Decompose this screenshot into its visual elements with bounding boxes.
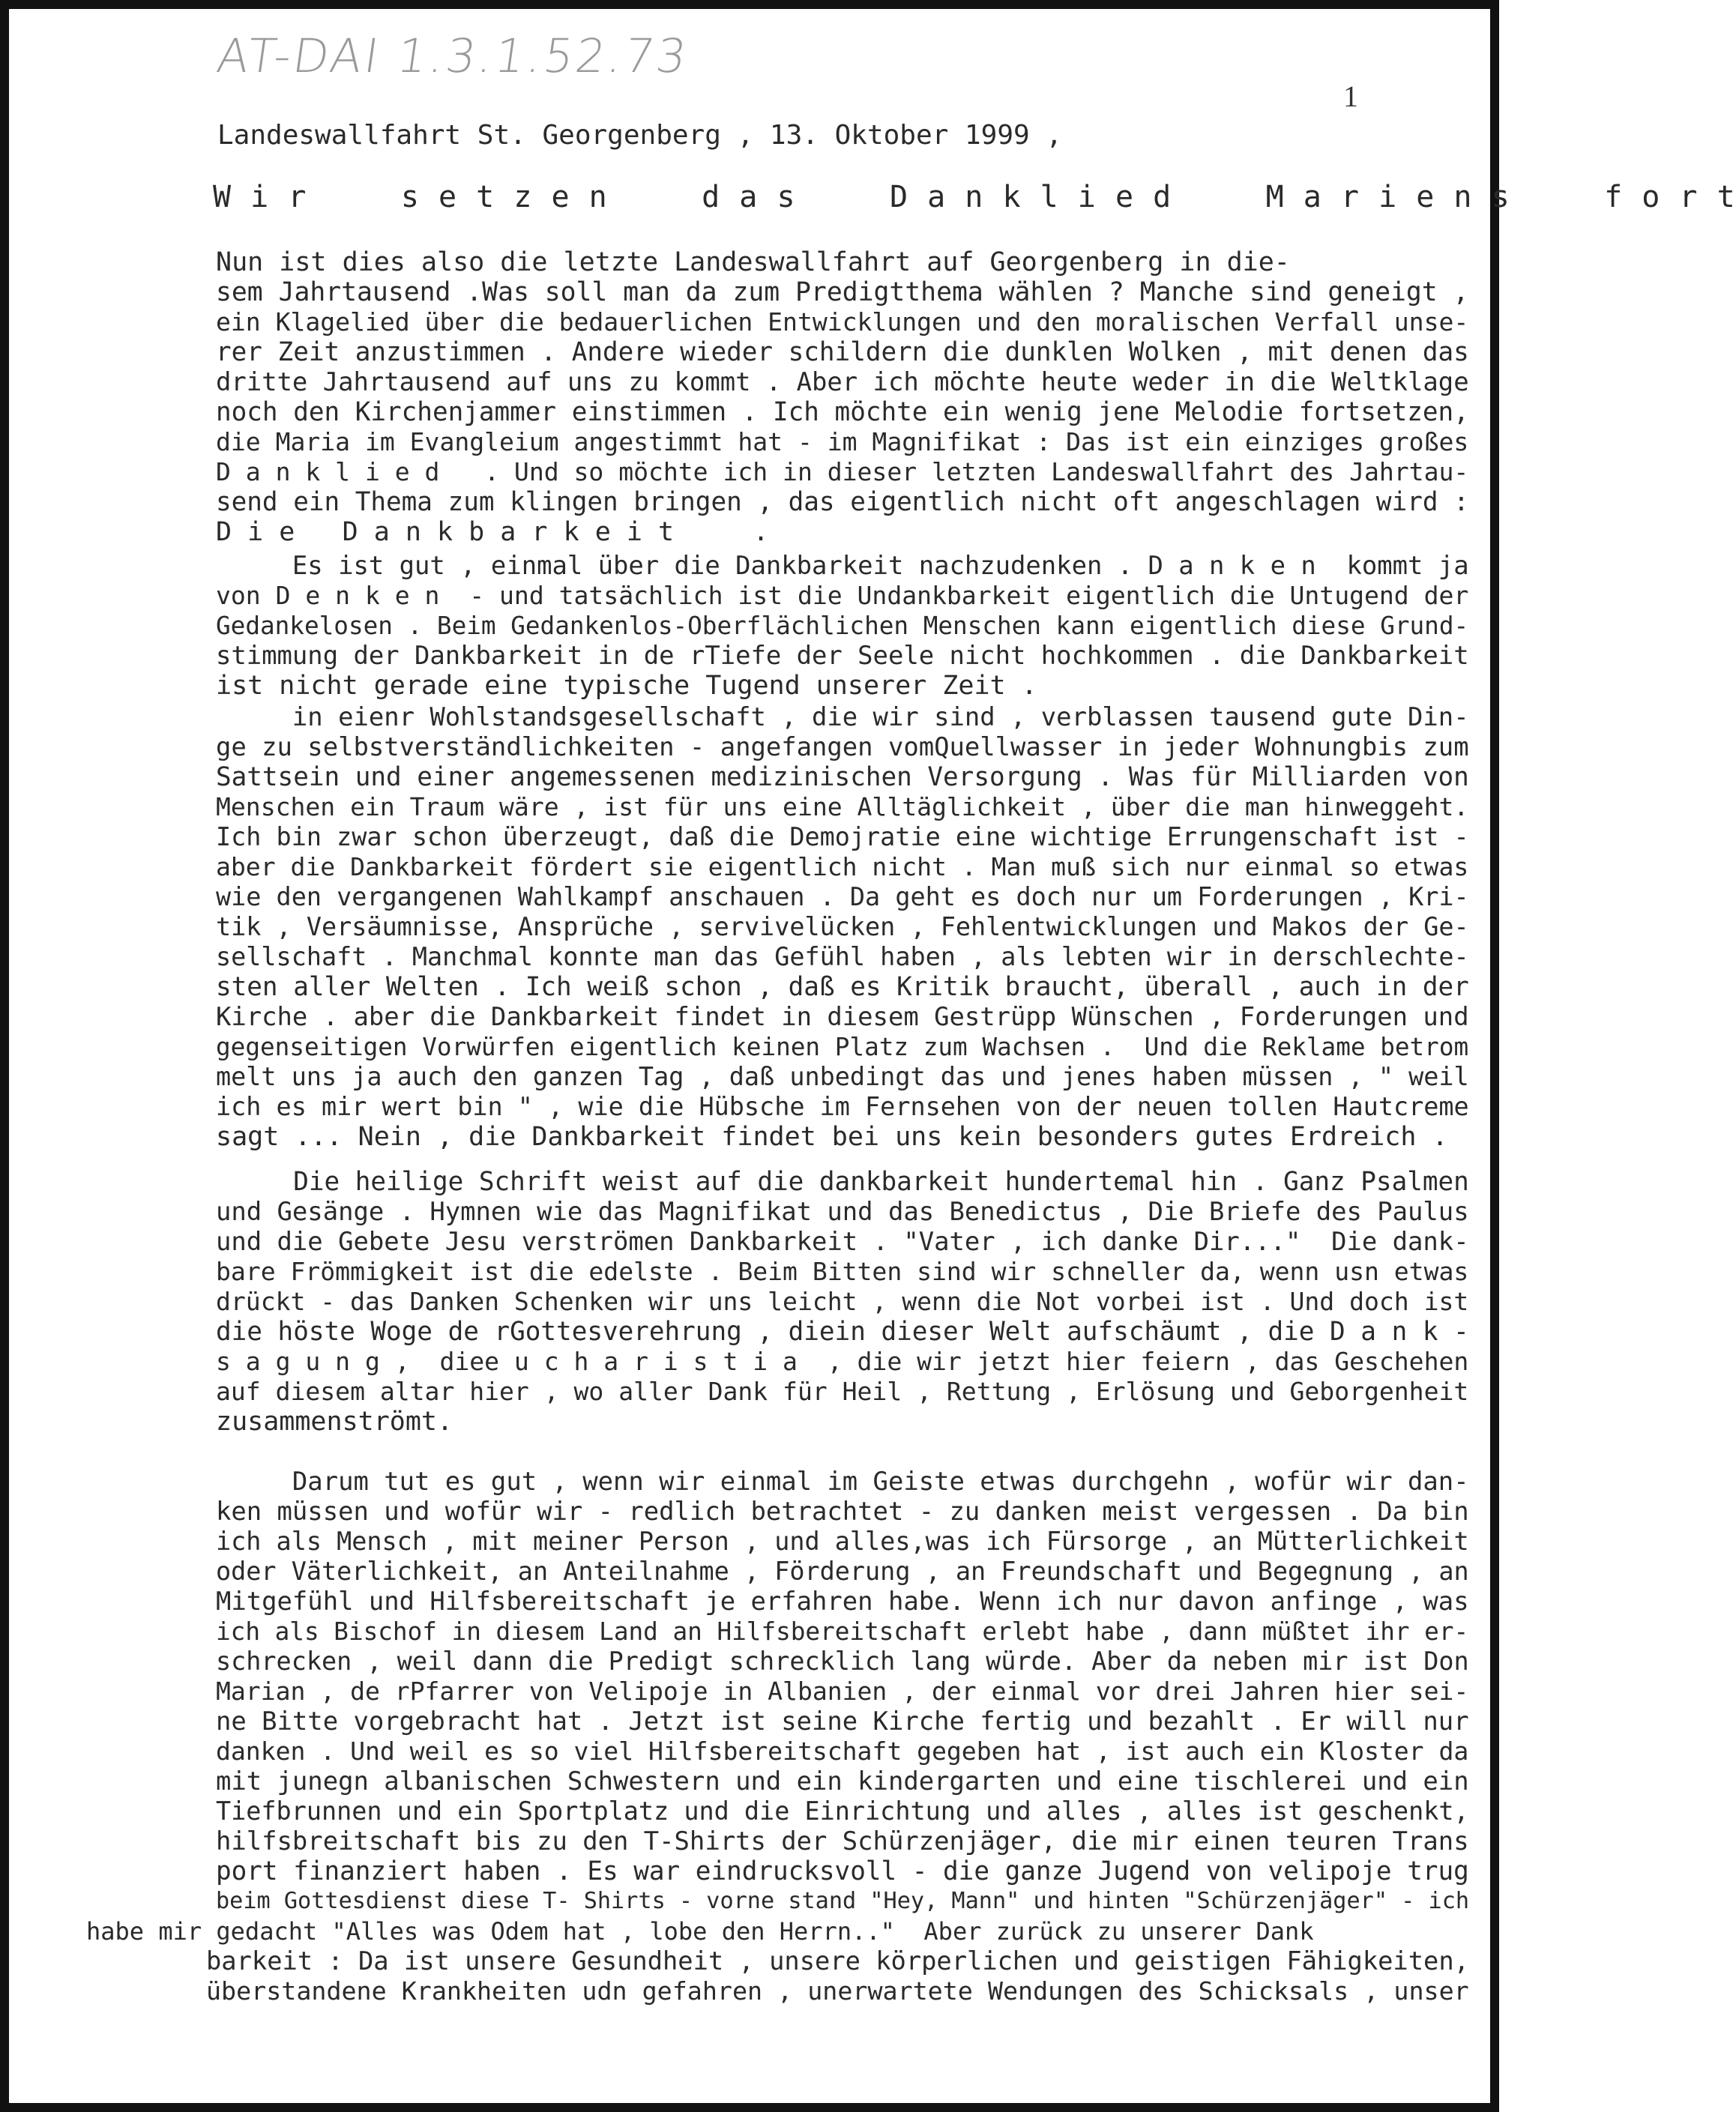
text-line: melt uns ja auch den ganzen Tag , daß unbedingt das und jenes haben müssen , " weil — [216, 1062, 1469, 1091]
text-line: wie den vergangenen Wahlkampf anschauen . Da geht es doch nur um Forderungen , Kri- — [216, 882, 1469, 911]
text-line: rer Zeit anzustimmen . Andere wieder schildern die dunklen Wolken , mit denen das — [216, 337, 1469, 367]
text-line: dritte Jahrtausend auf uns zu kommt . Aber ich möchte heute weder in die Weltklage — [216, 367, 1469, 396]
text-line: ken müssen und wofür wir - redlich betrachtet - zu danken meist vergessen . Da bin — [216, 1497, 1469, 1526]
text-line: Darum tut es gut , wenn wir einmal im Geiste etwas durchgehn , wofür wir dan- — [216, 1467, 1469, 1496]
text-line: und Gesänge . Hymnen wie das Magnifikat und das Benedictus , Die Briefe des Paulus — [216, 1197, 1469, 1226]
text-line: stimmung der Dankbarkeit in de rTiefe der Seele nicht hochkommen . die Dankbarkeit — [216, 641, 1469, 670]
sermon-subtitle: W i r s e t z e n d a s D a n k l i e d M a r i e n s f o r t — [213, 180, 1736, 214]
text-line: D a n k l i e d . Und so möchte ich in dieser letzten Landeswallfahrt des Jahrtau- — [216, 457, 1469, 486]
text-line: danken . Und weil es so viel Hilfsbereitschaft gegeben hat , ist auch ein Kloster da — [216, 1737, 1469, 1766]
text-line: sem Jahrtausend .Was soll man da zum Predigtthema wählen ? Manche sind geneigt , — [216, 277, 1469, 307]
text-line: barkeit : Da ist unsere Gesundheit , unsere körperlichen und geistigen Fähigkeiten, — [206, 1946, 1469, 1976]
text-line: Sattsein und einer angemessenen medizinischen Versorgung . Was für Milliarden von — [216, 762, 1469, 792]
text-line: hilfsbreitschaft bis zu den T-Shirts der Schürzenjäger, die mir einen teuren Trans — [216, 1826, 1469, 1856]
archive-signature-mark: AT-DAI 1.3.1.52.73 — [213, 28, 693, 83]
text-line: überstandene Krankheiten udn gefahren , unerwartete Wendungen des Schicksals , unser — [206, 1976, 1469, 2006]
text-line: D i e D a n k b a r k e i t . — [216, 517, 769, 547]
text-line: Gedankelosen . Beim Gedankenlos-Oberflächlichen Menschen kann eigentlich diese Grund- — [216, 612, 1469, 640]
text-line: noch den Kirchenjammer einstimmen . Ich möchte ein wenig jene Melodie fortsetzen, — [216, 397, 1469, 427]
text-line: bare Frömmigkeit ist die edelste . Beim Bitten sind wir schneller da, wenn usn etwas — [216, 1257, 1469, 1286]
text-line: und die Gebete Jesu verströmen Dankbarkeit . "Vater , ich danke Dir..." Die dank- — [216, 1227, 1469, 1256]
text-line: schrecken , weil dann die Predigt schrecklich lang würde. Aber da neben mir ist Don — [216, 1647, 1469, 1676]
text-line: zusammenströmt. — [216, 1407, 453, 1437]
text-line: ich es mir wert bin " , wie die Hübsche im Fernsehen von der neuen tollen Hautcreme — [216, 1092, 1469, 1121]
text-line: Mitgefühl und Hilfsbereitschaft je erfahren habe. Wenn ich nur davon anfinge , was — [216, 1587, 1469, 1616]
text-line: sten aller Welten . Ich weiß schon , daß es Kritik braucht, überall , auch in der — [216, 972, 1469, 1002]
text-line: oder Väterlichkeit, an Anteilnahme , Förderung , an Freundschaft und Begegnung , an — [216, 1557, 1469, 1586]
text-line: send ein Thema zum klingen bringen , das eigentlich nicht oft angeschlagen wird : — [216, 487, 1469, 517]
text-line: die höste Woge de rGottesverehrung , diein dieser Welt aufschäumt , die D a n k - — [216, 1317, 1469, 1347]
text-line: auf diesem altar hier , wo aller Dank für Heil , Rettung , Erlösung und Geborgenheit — [216, 1377, 1469, 1406]
text-line: Menschen ein Traum wäre , ist für uns eine Alltäglichkeit , über die man hinweggeht. — [216, 792, 1469, 821]
text-line: Tiefbrunnen und ein Sportplatz und die Einrichtung und alles , alles ist geschenkt, — [216, 1796, 1469, 1826]
text-line: von D e n k e n - und tatsächlich ist die Undankbarkeit eigentlich die Untugend der — [216, 581, 1469, 610]
text-line: Die heilige Schrift weist auf die dankbarkeit hundertemal hin . Ganz Psalmen — [216, 1167, 1469, 1197]
text-line: Ich bin zwar schon überzeugt, daß die Demojratie eine wichtige Errungenschaft ist - — [216, 822, 1469, 851]
text-line: die Maria im Evangleium angestimmt hat - im Magnifikat : Das ist ein einziges großes — [216, 427, 1469, 456]
text-line: gegenseitigen Vorwürfen eigentlich keinen Platz zum Wachsen . Und die Reklame betrom — [216, 1033, 1469, 1061]
text-line: tik , Versäumnisse, Ansprüche , servivelücken , Fehlentwicklungen und Makos der Ge- — [216, 912, 1469, 941]
text-line: sagt ... Nein , die Dankbarkeit findet bei uns kein besonders gutes Erdreich . — [216, 1122, 1448, 1152]
text-line: drückt - das Danken Schenken wir uns leicht , wenn die Not vorbei ist . Und doch ist — [216, 1287, 1469, 1316]
text-line: Marian , de rPfarrer von Velipoje in Albanien , der einmal vor drei Jahren hier sei- — [216, 1677, 1469, 1706]
document-header: Landeswallfahrt St. Georgenberg , 13. Oktober 1999 , — [217, 120, 1063, 151]
text-line: habe mir gedacht "Alles was Odem hat , lobe den Herrn.." Aber zurück zu unserer Dank — [86, 1917, 1314, 1946]
page-number: 1 — [1343, 79, 1358, 113]
text-line: sellschaft . Manchmal konnte man das Gefühl haben , als lebten wir in derschlechte- — [216, 942, 1469, 971]
text-line: ich als Bischof in diesem Land an Hilfsbereitschaft erlebt habe , dann müßtet ihr er- — [216, 1617, 1469, 1646]
text-line: beim Gottesdienst diese T- Shirts - vorne stand "Hey, Mann" und hinten "Schürzenjäger" - ich — [216, 1888, 1470, 1914]
text-line: Kirche . aber die Dankbarkeit findet in diesem Gestrüpp Wünschen , Forderungen und — [216, 1002, 1469, 1031]
text-line: mit junegn albanischen Schwestern und ein kindergarten und eine tischlerei und ein — [216, 1766, 1469, 1796]
text-line: in eienr Wohlstandsgesellschaft , die wir sind , verblassen tausend gute Din- — [216, 702, 1469, 731]
text-line: aber die Dankbarkeit fördert sie eigentlich nicht . Man muß sich nur einmal so etwas — [216, 852, 1469, 881]
text-line: ge zu selbstverständlichkeiten - angefangen vomQuellwasser in jeder Wohnungbis zum — [216, 732, 1469, 761]
text-line: ich als Mensch , mit meiner Person , und alles,was ich Fürsorge , an Mütterlichkeit — [216, 1527, 1469, 1556]
text-line: ist nicht gerade eine typische Tugend unserer Zeit . — [216, 671, 1037, 701]
text-line: ein Klagelied über die bedauerlichen Entwicklungen und den moralischen Verfall unse- — [216, 307, 1469, 337]
text-line: ne Bitte vorgebracht hat . Jetzt ist seine Kirche fertig und bezahlt . Er will nur — [216, 1707, 1469, 1736]
text-line: port finanziert haben . Es war eindrucksvoll - die ganze Jugend von velipoje trug — [216, 1856, 1469, 1886]
text-line: Nun ist dies also die letzte Landeswallfahrt auf Georgenberg in die- — [216, 247, 1290, 277]
text-line: s a g u n g , dieе u c h a r i s t i a , die wir jetzt hier feiern , das Geschehen — [216, 1347, 1469, 1376]
text-line: Es ist gut , einmal über die Dankbarkeit nachzudenken . D a n k e n kommt ja — [216, 551, 1469, 580]
